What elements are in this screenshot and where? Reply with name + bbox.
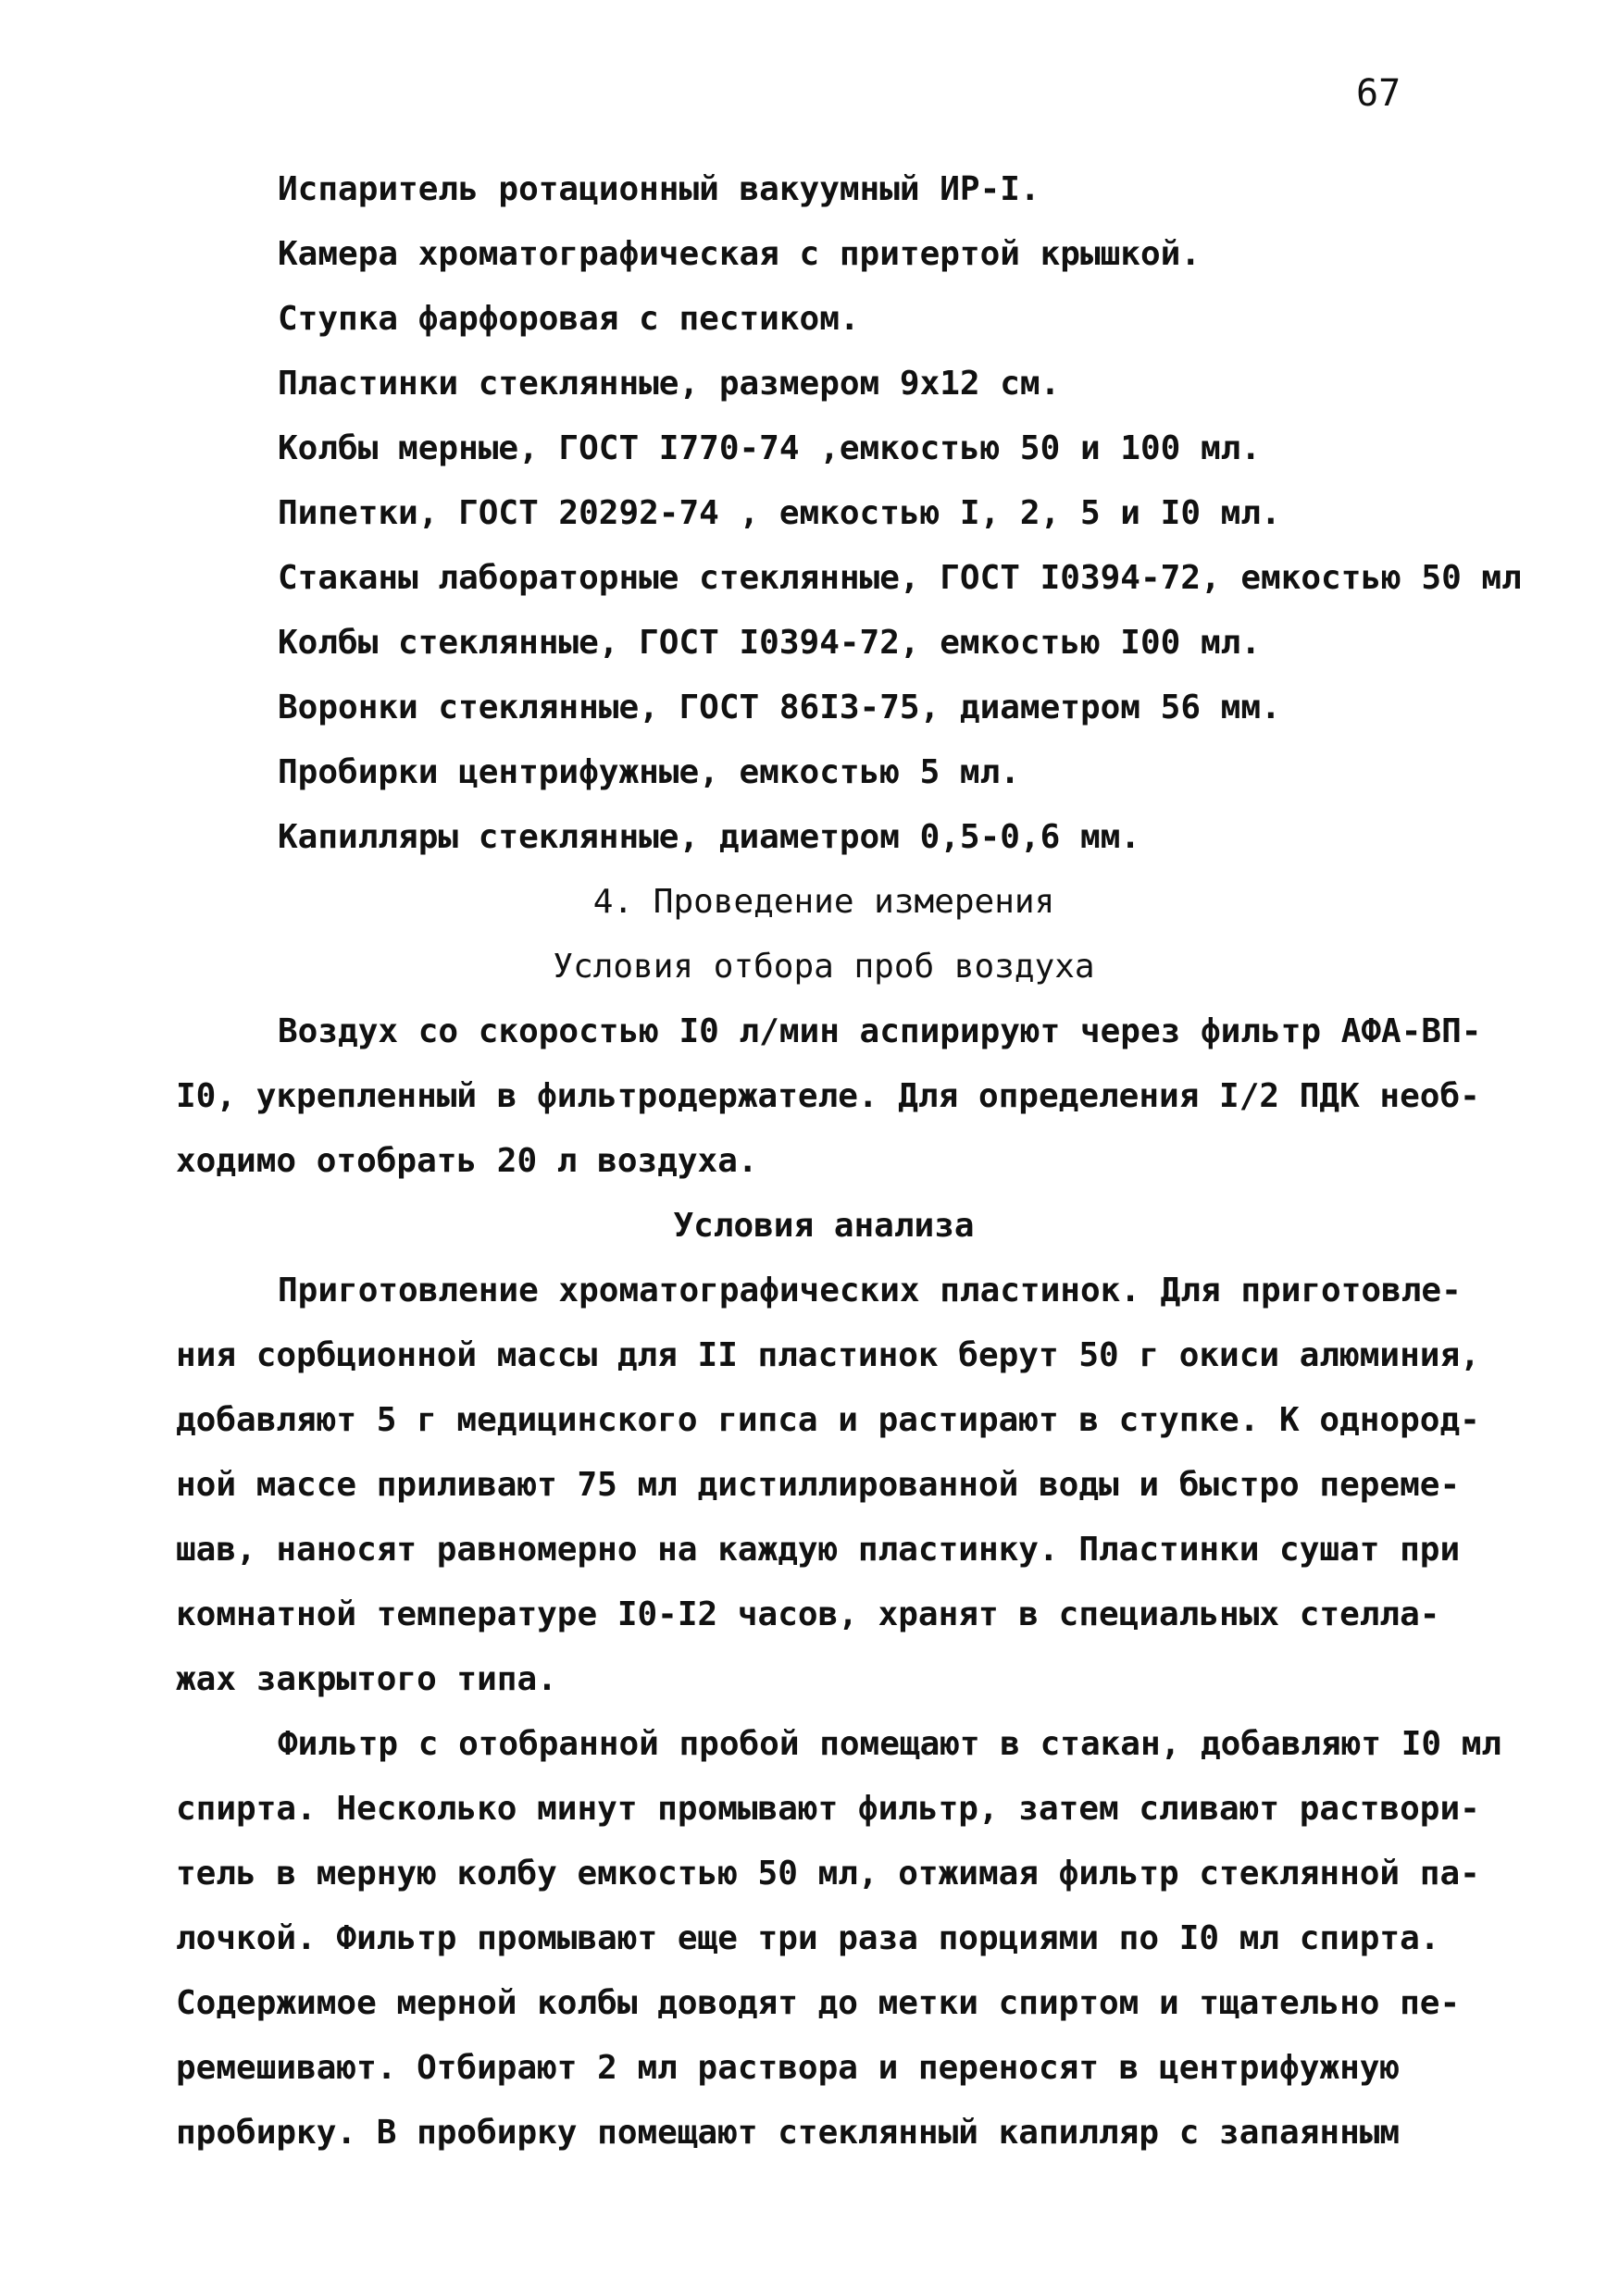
paragraph-line: комнатной температуре I0-I2 часов, хранят в специальных стелла- bbox=[176, 1595, 1440, 1633]
equipment-item: Стаканы лабораторные стеклянные, ГОСТ I0394-72, емкостью 50 мл bbox=[278, 559, 1522, 597]
paragraph-line: Приготовление хроматографических пластинок. Для приготовле- bbox=[278, 1272, 1462, 1309]
equipment-item: Камера хроматографическая с притертой крышкой. bbox=[278, 235, 1201, 273]
paragraph-line: добавляют 5 г медицинского гипса и растирают в ступке. К однород- bbox=[176, 1401, 1480, 1439]
equipment-item: Капилляры стеклянные, диаметром 0,5-0,6 мм. bbox=[278, 818, 1140, 856]
paragraph-line: лочкой. Фильтр промывают еще три раза порциями по I0 мл спирта. bbox=[176, 1919, 1440, 1957]
paragraph-line: ремешивают. Отбирают 2 мл раствора и переносят в центрифужную bbox=[176, 2049, 1401, 2087]
paragraph-line: жах закрытого типа. bbox=[176, 1660, 557, 1698]
equipment-item: Пипетки, ГОСТ 20292-74 , емкостью I, 2, 5 и I0 мл. bbox=[278, 494, 1281, 532]
page-number: 67 bbox=[1356, 72, 1401, 115]
paragraph-line: I0, укрепленный в фильтродержателе. Для определения I/2 ПДК необ- bbox=[176, 1077, 1480, 1115]
equipment-item: Испаритель ротационный вакуумный ИР-I. bbox=[278, 170, 1040, 208]
sampling-paragraph bbox=[176, 999, 1482, 1194]
paragraph-line: ходимо отобрать 20 л воздуха. bbox=[176, 1142, 758, 1180]
equipment-list bbox=[176, 157, 1522, 870]
equipment-item: Пробирки центрифужные, емкостью 5 мл. bbox=[278, 753, 1020, 791]
paragraph-line: Фильтр с отобранной пробой помещают в стакан, добавляют I0 мл bbox=[278, 1725, 1502, 1763]
paragraph-line: пробирку. В пробирку помещают стеклянный капилляр с запаянным bbox=[176, 2114, 1401, 2152]
paragraph-line: Содержимое мерной колбы доводят до метки спиртом и тщательно пе- bbox=[176, 1984, 1461, 2022]
document-body bbox=[176, 157, 1522, 2166]
equipment-item: Пластинки стеклянные, размером 9x12 см. bbox=[278, 365, 1061, 403]
preparation-paragraph bbox=[176, 1259, 1480, 1712]
paragraph-line: ной массе приливают 75 мл дистиллированной воды и быстро переме- bbox=[176, 1466, 1461, 1504]
filter-paragraph bbox=[176, 1712, 1502, 2166]
paragraph-line: ния сорбционной массы для II пластинок берут 50 г окиси алюминия, bbox=[176, 1336, 1480, 1374]
paragraph-line: тель в мерную колбу емкостью 50 мл, отжимая фильтр стеклянной па- bbox=[176, 1855, 1480, 1893]
equipment-item: Ступка фарфоровая с пестиком. bbox=[278, 300, 860, 338]
equipment-item: Колбы мерные, ГОСТ I770-74 ,емкостью 50 и 100 мл. bbox=[278, 429, 1262, 467]
paragraph-line: спирта. Несколько минут промывают фильтр, затем сливают раствори- bbox=[176, 1790, 1480, 1828]
paragraph-line: Воздух со скоростью I0 л/мин аспирируют через фильтр АФА-ВП- bbox=[278, 1012, 1482, 1050]
subsection-analysis-title: Условия анализа bbox=[673, 1207, 975, 1245]
subsection-sampling-title: Условия отбора проб воздуха bbox=[553, 948, 1095, 986]
equipment-item: Воронки стеклянные, ГОСТ 86I3-75, диаметром 56 мм. bbox=[278, 689, 1281, 726]
section-title: 4. Проведение измерения bbox=[592, 883, 1055, 921]
equipment-item: Колбы стеклянные, ГОСТ I0394-72, емкостью I00 мл. bbox=[278, 624, 1262, 662]
paragraph-line: шав, наносят равномерно на каждую пластинку. Пластинки сушат при bbox=[176, 1531, 1461, 1569]
